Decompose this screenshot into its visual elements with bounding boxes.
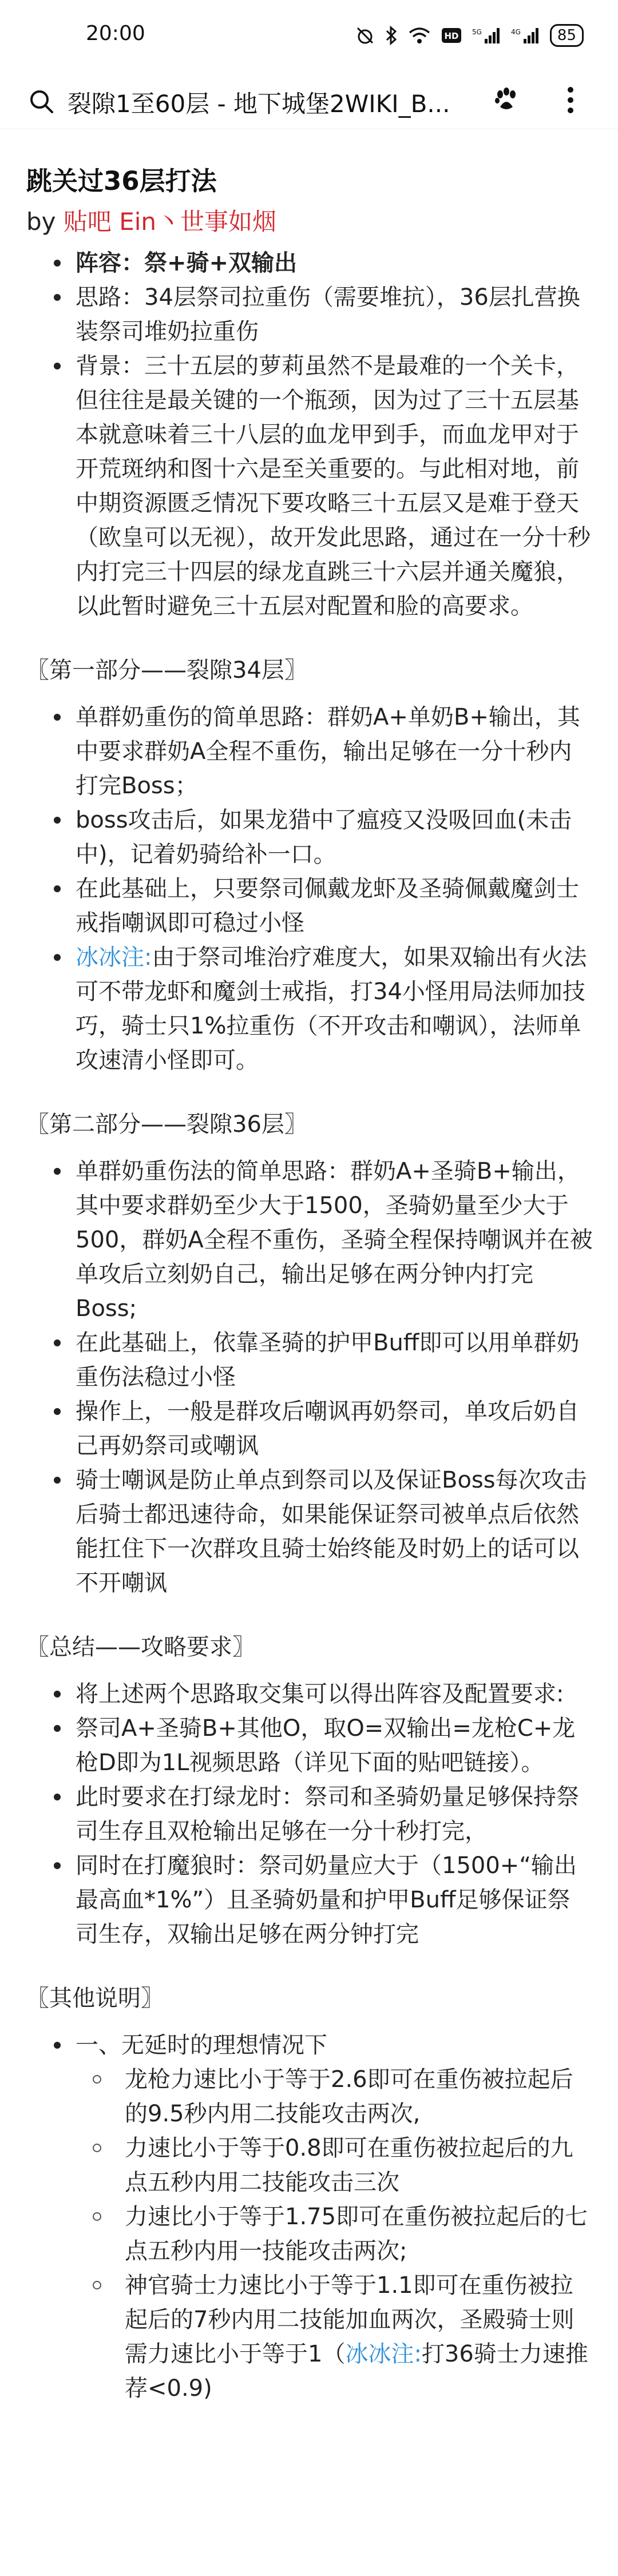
section-heading-part1: 〖第一部分——裂隙34层〗 [26, 657, 307, 683]
baidu-paw-icon[interactable] [493, 86, 520, 113]
section-heading-other: 〖其他说明〗 [26, 1985, 164, 2011]
section-heading-part2: 〖第二部分——裂隙36层〗 [26, 1111, 307, 1138]
list-item: 龙枪力速比小于等于2.6即可在重伤被拉起后的9.5秒内用二技能攻击两次, [93, 2062, 593, 2131]
list-item: 将上述两个思路取交集可以得出阵容及配置要求: [38, 1677, 593, 1711]
list-item: 力速比小于等于0.8即可在重伤被拉起后的九点五秒内用二技能攻击三次 [93, 2131, 593, 2200]
list-item: 单群奶重伤法的简单思路：群奶A+圣骑B+输出，其中要求群奶至少大于1500，圣骑奶量至少大于500，群奶A全程不重伤，圣骑全程保持嘲讽并在被单攻后立刻奶自己，输出足够在两分钟内打完Boss; [38, 1154, 593, 1326]
list-item: 祭司A+圣骑B+其他O，取O=双输出=龙枪C+龙枪D即为1L视频思路（详见下面的贴吧链接）。 [38, 1711, 593, 1780]
part2-list [26, 1154, 593, 1600]
article-body [26, 246, 593, 2406]
list-item: 在此基础上，只要祭司佩戴龙虾及圣骑佩戴魔剑士戒指嘲讽即可稳过小怪 [38, 872, 593, 940]
list-item: 操作上，一般是群攻后嘲讽再奶祭司，单攻后奶自己再奶祭司或嘲讽 [38, 1394, 593, 1463]
list-item: 力速比小于等于1.75即可在重伤被拉起后的七点五秒内用一技能攻击两次; [93, 2200, 593, 2268]
other-list [26, 2028, 593, 2406]
section-heading-summary: 〖总结——攻略要求〗 [26, 1634, 255, 1660]
intro-list [26, 246, 593, 623]
idea-text: 思路：34层祭司拉重伤（需要堆抗），36层扎营换装祭司堆奶拉重伤 [76, 284, 580, 345]
list-item [38, 349, 593, 623]
battery-indicator: 85 [550, 24, 584, 47]
other-sublist [76, 2062, 593, 2406]
list-item: 冰冰注:由于祭司堆治疗难度大，如果双输出有火法可不带龙虾和魔剑士戒指，打34小怪用局法师加技巧，骑士只1%拉重伤（不开攻击和嘲讽），法师单攻速清小怪即可。 [38, 940, 593, 1078]
svg-text:5G: 5G [472, 28, 482, 36]
list-item: 单群奶重伤的简单思路：群奶A+单奶B+输出，其中要求群奶A全程不重伤，输出足够在一分十秒内打完Boss； [38, 700, 593, 803]
byline [26, 203, 276, 237]
author-link[interactable]: 贴吧 Ein丶世事如烟 [63, 208, 277, 236]
search-icon[interactable] [29, 89, 54, 114]
bluetooth-icon [385, 26, 398, 45]
note-label: 冰冰注: [345, 2341, 422, 2367]
part1-list [26, 700, 593, 1078]
browser-address-bar[interactable] [0, 71, 618, 129]
signal-5g-icon [472, 26, 501, 45]
byline-prefix: by [26, 208, 64, 236]
status-bar [0, 0, 618, 71]
list-item: 此时要求在打绿龙时：祭司和圣骑奶量足够保持祭司生存且双枪输出足够在一分十秒打完， [38, 1780, 593, 1848]
background-text: 背景：三十五层的萝莉虽然不是最难的一个关卡，但往往是最关键的一个瓶颈，因为过了三十五层基本就意味着三十八层的血龙甲到手，而血龙甲对于开荒斑纳和图十六是至关重要的。与此相对地，前中期资源匮乏情况下要攻略三十五层又是难于登天（欧皇可以无视），故开发此思路，通过在一分十秒内打完三十四层的绿龙直跳三十六层并通关魔狼，以此暂时避免三十五层对配置和脸的高要求。 [76, 353, 591, 619]
hd-icon [441, 27, 462, 43]
summary-list [26, 1677, 593, 1951]
signal-4g-icon [511, 26, 540, 45]
list-item: boss攻击后，如果龙猎中了瘟疫又没吸回血(未击中)，记着奶骑给补一口。 [38, 803, 593, 872]
article-title: 跳关过36层打法 [26, 166, 217, 196]
note-label: 冰冰注: [76, 944, 152, 971]
list-item: 一、无延时的理想情况下 龙枪力速比小于等于2.6即可在重伤被拉起后的9.5秒内用二技能攻击两次, 力速比小于等于0.8即可在重伤被拉起后的九点五秒内用二技能攻击三次 力速比小于等于1.75即可在重伤被拉起后的七点五秒内用一技能攻击两次; 神官骑士力速比小于等于1.1即可在重伤被拉起后的7秒内用二技能加血两次，圣殿骑士则需力速比小于等于1（冰冰注:打36骑士力速推荐<0.9) [38, 2028, 593, 2406]
status-icons [355, 24, 584, 47]
list-item [38, 280, 593, 349]
svg-text:HD: HD [444, 31, 459, 41]
article-content [0, 129, 618, 2576]
status-time: 20:00 [86, 22, 145, 45]
wifi-icon [408, 26, 431, 45]
list-item: 神官骑士力速比小于等于1.1即可在重伤被拉起后的7秒内用二技能加血两次，圣殿骑士则需力速比小于等于1（冰冰注:打36骑士力速推荐<0.9) [93, 2268, 593, 2406]
list-item [38, 246, 593, 280]
list-item: 同时在打魔狼时：祭司奶量应大于（1500+“输出最高血*1%”）且圣骑奶量和护甲Buff足够保证祭司生存，双输出足够在两分钟打完 [38, 1848, 593, 1951]
list-item: 在此基础上，依靠圣骑的护甲Buff即可以用单群奶重伤法稳过小怪 [38, 1326, 593, 1394]
page-title[interactable]: 裂隙1至60层 - 地下城堡2WIKI_B... [68, 90, 450, 118]
svg-text:4G: 4G [510, 28, 521, 36]
lineup-text: 阵容：祭+骑+双输出 [76, 250, 298, 276]
alarm-off-icon [355, 26, 375, 45]
list-item: 骑士嘲讽是防止单点到祭司以及保证Boss每次攻击后骑士都迅速待命，如果能保证祭司被单点后依然能扛住下一次群攻且骑士始终能及时奶上的话可以不开嘲讽 [38, 1463, 593, 1600]
more-options-icon[interactable] [566, 85, 575, 115]
